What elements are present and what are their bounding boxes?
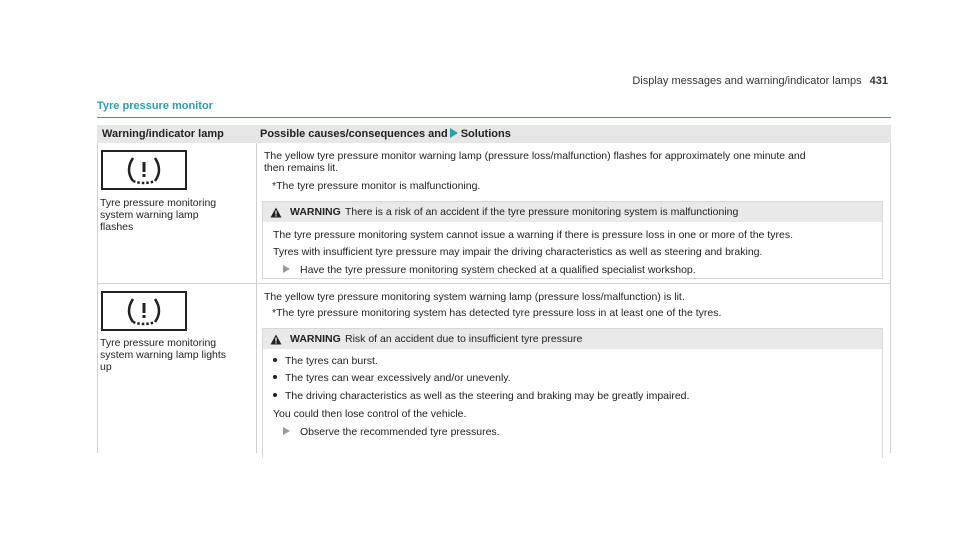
col-header-lamp: Warning/indicator lamp (102, 128, 224, 140)
arrow-icon (450, 128, 458, 138)
row1-action: Have the tyre pressure monitoring system checked at a qualified specialist workshop. (283, 264, 696, 276)
row1-description-line1: The yellow tyre pressure monitor warning lamp (pressure loss/malfunction) flashes for approximately one minute and (264, 150, 806, 162)
col-header-causes: Possible causes/consequences and Solutions (260, 128, 511, 140)
row1-warning-box (262, 201, 883, 279)
table-column-divider (256, 143, 257, 453)
action-arrow-icon (283, 265, 290, 273)
warning-triangle-icon (270, 334, 282, 345)
action-arrow-icon (283, 427, 290, 435)
section-title: Tyre pressure monitor (97, 100, 213, 112)
list-item: The tyres can wear excessively and/or unevenly. (273, 372, 511, 384)
running-title: Display messages and warning/indicator lamps (632, 75, 862, 87)
table-row-divider (97, 283, 891, 284)
bullet-icon (273, 375, 277, 379)
row1-warning-body-2: Tyres with insufficient tyre pressure may impair the driving characteristics as well as steering and braking. (273, 246, 763, 258)
row2-after-text: You could then lose control of the vehicle. (273, 408, 467, 420)
tyre-pressure-warning-lamp-icon (101, 150, 187, 190)
table-header (97, 125, 891, 143)
row2-action: Observe the recommended tyre pressures. (283, 426, 500, 438)
row2-cause: *The tyre pressure monitoring system has detected tyre pressure loss in at least one of the tyres. (272, 307, 722, 319)
list-item: The tyres can burst. (273, 355, 378, 367)
section-rule (97, 117, 891, 118)
row2-warning-box (262, 328, 883, 458)
row1-description-line2: then remains lit. (264, 162, 339, 174)
row2-warning-label: WARNING (290, 333, 341, 345)
row1-cause: *The tyre pressure monitor is malfunctioning. (272, 180, 481, 192)
tyre-pressure-warning-lamp-icon (101, 291, 187, 331)
lamp-caption-flashes: Tyre pressure monitoring system warning lamp flashes (100, 197, 217, 233)
row1-warning-bar (263, 202, 882, 222)
row1-warning-body-1: The tyre pressure monitoring system cannot issue a warning if there is pressure loss in one or more of the tyres. (273, 229, 793, 241)
list-item: The driving characteristics as well as the steering and braking may be greatly impaired. (273, 390, 689, 402)
running-header (632, 75, 888, 87)
table-border-left (97, 143, 98, 453)
bullet-icon (273, 358, 277, 362)
row2-warning-bar (263, 329, 882, 349)
table-border-right (890, 143, 891, 453)
row1-warning-text: There is a risk of an accident if the tyre pressure monitoring system is malfunctioning (345, 206, 739, 218)
lamp-caption-lights-up: Tyre pressure monitoring system warning lamp lights up (100, 337, 227, 373)
warning-triangle-icon (270, 207, 282, 218)
bullet-icon (273, 393, 277, 397)
row2-warning-text: Risk of an accident due to insufficient tyre pressure (345, 333, 583, 345)
row1-warning-label: WARNING (290, 206, 341, 218)
page-number: 431 (869, 75, 888, 87)
row2-description: The yellow tyre pressure monitoring system warning lamp (pressure loss/malfunction) is lit. (264, 291, 685, 303)
